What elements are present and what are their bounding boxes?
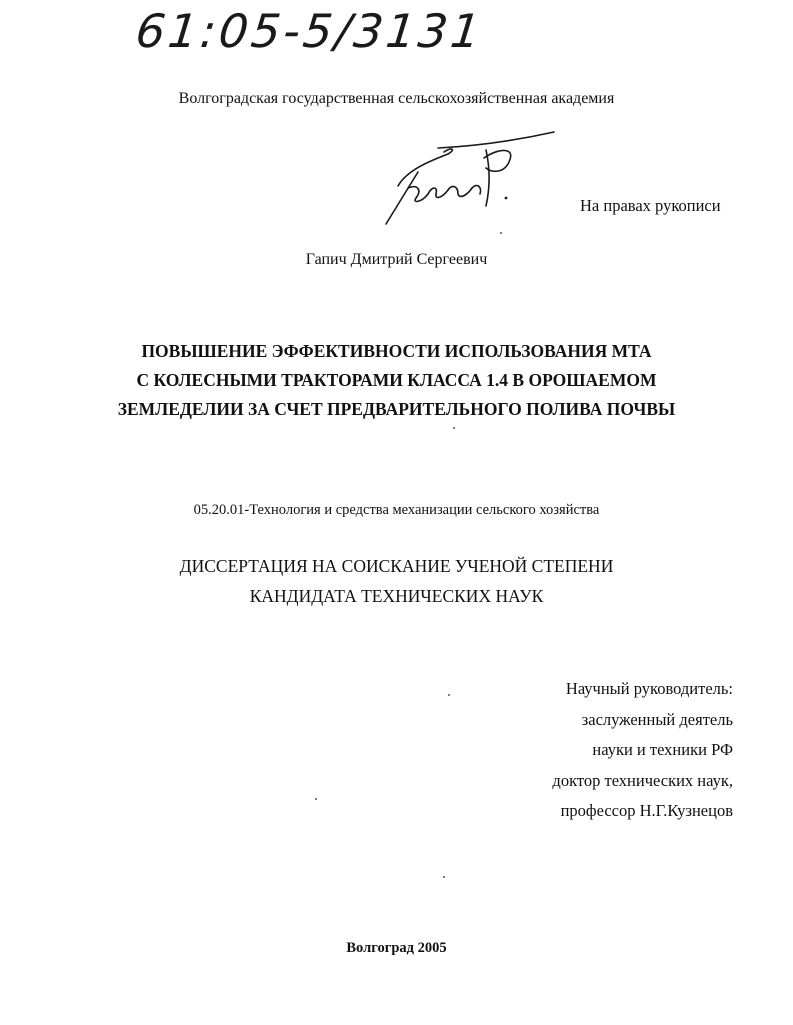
scan-speck <box>315 798 317 800</box>
title-line: С КОЛЕСНЫМИ ТРАКТОРАМИ КЛАССА 1.4 В ОРОШАЕМОМ <box>136 370 657 390</box>
supervisor-block <box>552 674 733 827</box>
degree-line: ДИССЕРТАЦИЯ НА СОИСКАНИЕ УЧЕНОЙ СТЕПЕНИ <box>179 556 614 576</box>
degree-line: КАНДИДАТА ТЕХНИЧЕСКИХ НАУК <box>249 586 544 606</box>
scan-speck <box>453 427 455 429</box>
institution-name: Волгоградская государственная сельскохозяйственная академия <box>178 90 615 107</box>
supervisor-line: науки и техники РФ <box>592 740 733 759</box>
specialty-code: 05.20.01-Технология и средства механизации сельского хозяйства <box>193 502 600 518</box>
supervisor-line: профессор Н.Г.Кузнецов <box>560 801 733 820</box>
scan-speck <box>448 694 450 696</box>
supervisor-line: Научный руководитель: <box>565 679 733 698</box>
supervisor-line: доктор технических наук, <box>552 770 733 790</box>
degree-statement <box>0 551 793 611</box>
scan-speck <box>500 232 502 234</box>
title-line: ПОВЫШЕНИЕ ЭФФЕКТИВНОСТИ ИСПОЛЬЗОВАНИЯ МТА <box>141 341 652 361</box>
author-name: Гапич Дмитрий Сергеевич <box>305 251 488 268</box>
author-signature <box>378 128 558 228</box>
dissertation-title <box>0 337 793 424</box>
catalog-stamp: 61:05-5/3131 <box>133 4 486 58</box>
rights-note: На правах рукописи <box>580 196 721 215</box>
scan-speck <box>443 876 445 878</box>
supervisor-line: заслуженный деятель <box>581 709 733 729</box>
city-year: Волгоград 2005 <box>346 940 447 956</box>
title-line: ЗЕМЛЕДЕЛИИ ЗА СЧЕТ ПРЕДВАРИТЕЛЬНОГО ПОЛИВА ПОЧВЫ <box>117 399 676 419</box>
